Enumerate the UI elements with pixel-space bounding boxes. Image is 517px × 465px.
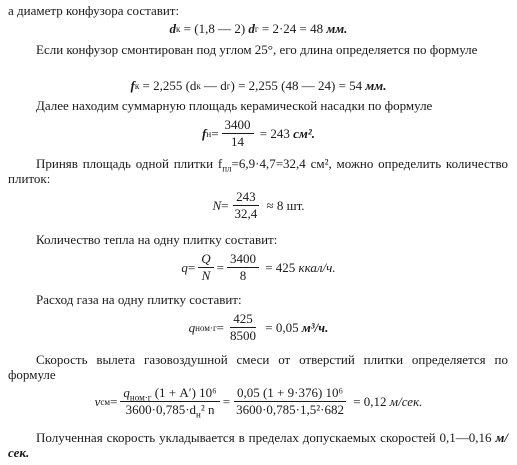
eq4-denominator: 32,4 — [234, 206, 258, 221]
paragraph-confusor-length: Если конфузор смонтирован под углом 25°, его длина определяется по формуле — [36, 42, 478, 57]
eq7-denominator-2: 3600·0,785·1,5²·682 — [236, 402, 344, 417]
eq5-tail: = 425 — [261, 260, 299, 275]
eq2-mid2: — d — [200, 78, 227, 93]
paragraph-gas-per-tile: Расход газа на одну плитку составит: — [36, 292, 242, 307]
eq3-tail: = 243 — [256, 126, 294, 141]
eq7-numerator-2: 0,05 (1 + 9·376) 10⁶ — [234, 386, 346, 402]
eq3-numerator: 3400 — [222, 118, 254, 134]
equation-gas-per-tile: q ном·г = $\frac{425}{8500}$ = 0,05 м³/ч. — [188, 311, 329, 343]
eq7-denominator-1: 3600·0,785·d — [125, 402, 197, 417]
eq7-fraction-2 — [233, 386, 347, 417]
eq6-numerator: 425 — [230, 312, 256, 328]
eq4-tail: ≈ 8 шт. — [263, 198, 305, 213]
paragraph-ceramic-area: Далее находим суммарную площадь керамической насадки по формуле — [36, 98, 433, 113]
equation-mixture-velocity: v см = $\frac{q_{ном\cdot г} (1 + A') 10^6}{3600\cdot 0,785\cdot d_н^2 n}$ = $\frac{\text{0,05 (1 + 9·376) 10⁶}}{\text{3600·0,785·1,5²·682}}$ = 0,12 м/сек. — [94, 385, 423, 420]
eq4-lhs: N — [212, 198, 222, 213]
eq6-fraction — [227, 312, 259, 343]
equation-ceramic-area: f н = $\frac{3400}{14}$ = 243 см². — [202, 117, 315, 149]
paragraph-confusor-diameter: а диаметр конфузора составит: — [8, 3, 180, 18]
eq3-lhs: f — [202, 126, 207, 141]
paragraph-mixture-velocity: Скорость вылета газовоздушной смеси от отверстий плитки определяется по формуле — [8, 352, 508, 382]
eq4-numerator: 243 — [233, 190, 259, 206]
eq6-denominator: 8500 — [230, 328, 257, 343]
eq2-unit: мм. — [365, 78, 387, 93]
eq5-numerator-1: Q — [201, 251, 211, 266]
eq1-unit: мм. — [326, 21, 348, 36]
eq1-var: d — [248, 21, 255, 36]
eq1-lhs: d — [169, 21, 177, 36]
eq5-denominator-2: 8 — [239, 268, 247, 283]
eq1-rhs: = (1,8 — 2) — [180, 21, 249, 36]
eq7-numerator-1: q — [123, 385, 130, 400]
eq5-unit: ккал/ч. — [298, 260, 336, 275]
equation-heat-per-tile: q = $\frac{Q}{N}$ = $\frac{3400}{8}$ = 425 ккал/ч. — [181, 251, 336, 283]
eq7-fraction-1: $\frac{q_{ном\cdot г} (1 + A') 10^6}{3600\cdot 0,785\cdot d_н^2 n}$ — [120, 386, 219, 417]
eq5-lhs: q — [181, 260, 188, 275]
eq3-denominator: 14 — [231, 134, 245, 149]
eq2-tail: ) = 2,255 (48 — 24) = 54 — [230, 78, 366, 93]
eq2-mid: = 2,255 (d — [139, 78, 197, 93]
eq3-fraction — [222, 118, 254, 149]
equation-confusor-length: f к = 2,255 (d к — d г ) = 2,255 (48 — 24) = 54 мм. — [130, 78, 387, 93]
paragraph-heat-per-tile: Количество тепла на одну плитку составит: — [36, 232, 278, 247]
eq6-unit: м³/ч. — [301, 320, 329, 335]
equation-confusor-diameter: d к = (1,8 — 2) d г = 2·24 = 48 мм. — [169, 21, 348, 36]
eq7-tail: = 0,12 — [349, 394, 390, 409]
eq4-fraction — [231, 190, 260, 221]
eq2-lhs: f — [130, 78, 135, 93]
eq5-fraction-2 — [227, 252, 259, 283]
eq5-fraction-1 — [198, 252, 213, 283]
eq7-unit: м/сек. — [389, 394, 423, 409]
eq7-lhs: v — [94, 394, 101, 409]
paragraph-conclusion: Полученная скорость укладывается в пределах допускаемых скоростей 0,1—0,16 м/сек. — [8, 430, 508, 460]
eq1-tail: = 2·24 = 48 — [258, 21, 327, 36]
equation-tile-count: N = $\frac{243}{32,4}$ ≈ 8 шт. — [212, 189, 305, 221]
eq3-unit: см². — [293, 126, 315, 141]
eq5-denominator-1: N — [201, 268, 211, 283]
eq6-lhs: q — [188, 320, 196, 335]
eq6-tail: = 0,05 — [262, 320, 302, 335]
eq5-numerator-2: 3400 — [227, 252, 259, 268]
paragraph-tile-count: Приняв площадь одной плитки $f_{пл}=6,9\cdot 4,7=32,4$ см², можно определить количество плиток: — [8, 156, 508, 186]
